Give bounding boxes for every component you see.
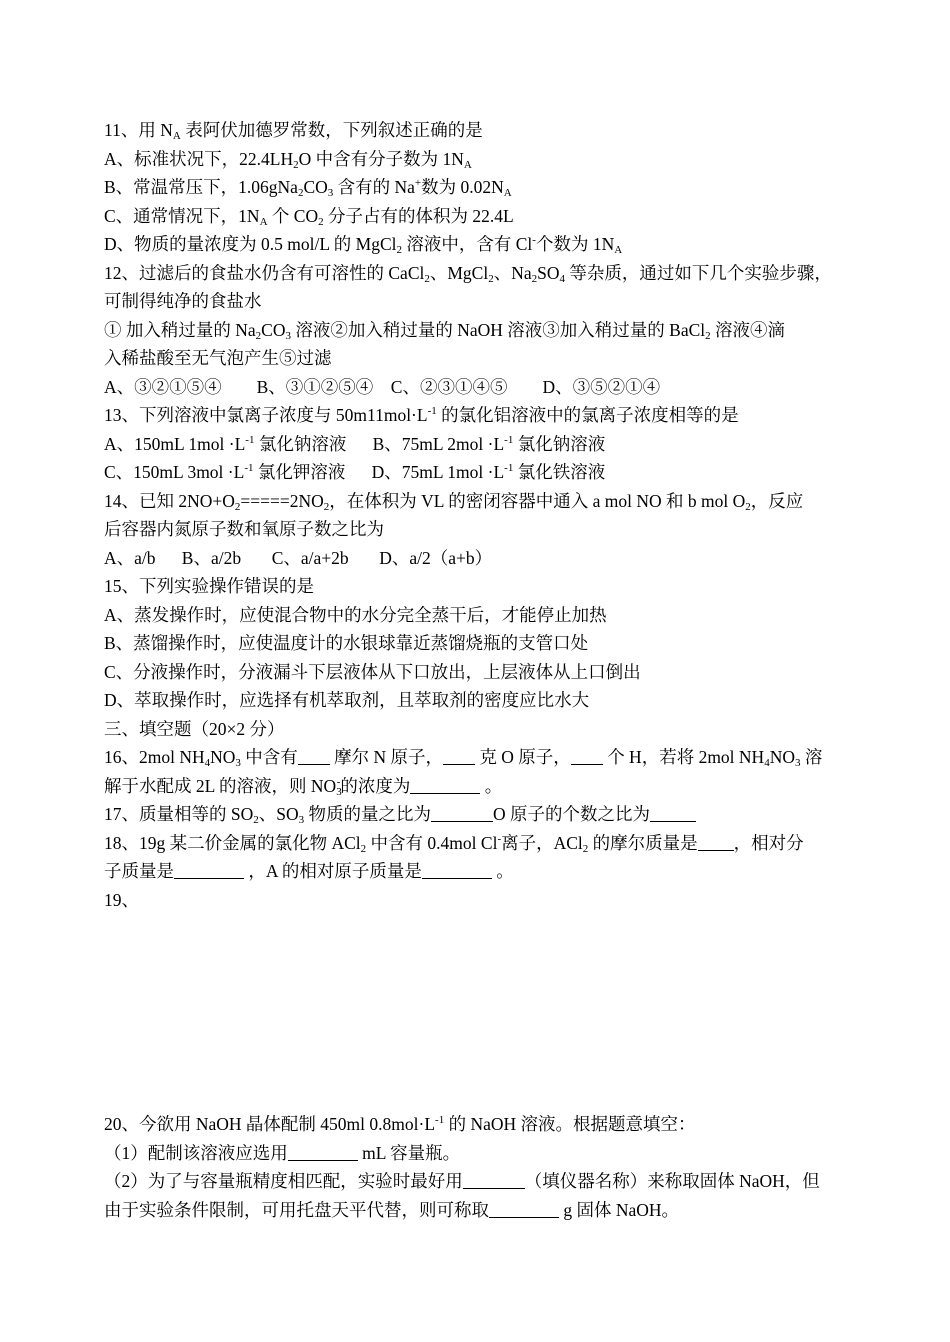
answer-blank[interactable] [410,775,480,794]
question-16-line1: 16、2mol $NH_4NO_3$ 中含有 摩尔 N 原子， 克 O 原子， 个 H，若将 2mol $NH_4NO_3$ 溶 [104,747,823,769]
question-18-line2: 子质量是 ，A 的相对原子质量是 。 [104,861,514,881]
question-12-steps-line2: 入稀盐酸至无气泡产生⑤过滤 [104,348,332,368]
answer-blank[interactable] [288,1142,358,1161]
question-12-stem-line2: 可制得纯净的食盐水 [104,291,262,311]
question-13-options-cd: C、150mL $3mol \cdot L^{-1}$ 氯化钾溶液 D、75mL $1mol \cdot L^{-1}$ 氯化铁溶液 [104,462,606,482]
question-12-steps-line1: ① 加入稍过量的 $Na_2CO_3$ 溶液②加入稍过量的 NaOH 溶液③加入稍过量的 BaCl$_2$ 溶液④滴 [104,320,785,342]
answer-blank[interactable] [431,803,493,822]
answer-blank[interactable] [650,803,696,822]
question-20-part-1: （1）配制该溶液应选用 mL 容量瓶。 [104,1143,461,1163]
question-15-option-d: D、萃取操作时，应选择有机萃取剂，且萃取剂的密度应比水大 [104,690,590,710]
answer-blank[interactable] [698,832,734,851]
section-heading-fill-in: 三、填空题（20×2 分） [104,719,285,739]
answer-blank[interactable] [443,746,475,765]
question-20-part-2-line1: （2）为了与容量瓶精度相匹配，实验时最好用 （填仪器名称）来称取固体 NaOH，但 [104,1171,820,1191]
answer-blank[interactable] [174,860,244,879]
question-14-stem-line1: 14、已知 $2NO+O_2=====2NO_2$，在体积为 VL 的密闭容器中通入 a mol NO 和 b mol $O_2$，反应 [104,491,804,513]
question-11-option-b: B、常温常压下，$1.06gNa_2CO_3$ 含有的 Na+数为 $0.02N_A$ [104,177,512,199]
answer-blank[interactable] [489,1199,559,1218]
question-17: 17、质量相等的 $SO_2$、$SO_3$ 物质的量之比为 O 原子的个数之比为 [104,800,696,828]
question-16-line2: 解于水配成 2L 的溶液，则 $NO_3^-$的浓度为 。 [104,776,503,798]
question-18-line1: 18、19g 某二价金属的氯化物 ACl$_2$ 中含有 0.4mol Cl-离子，ACl$_2$ 的摩尔质量是 ，相对分 [104,833,804,855]
question-12-options: A、③②①⑤④ B、③①②⑤④ C、②③①④⑤ D、③⑤②①④ [104,377,661,397]
question-15-option-a: A、蒸发操作时，应使混合物中的水分完全蒸干后，才能停止加热 [104,605,607,625]
question-13-options-ab: A、150mL $1mol \cdot L^{-1}$ 氯化钠溶液 B、75mL $2mol \cdot L^{-1}$ 氯化钠溶液 [104,434,606,454]
question-14-options: A、a/b B、a/2b C、a/a+2b D、a/2（a+b） [104,548,493,568]
question-14-stem-line2: 后容器内氮原子数和氧原子数之比为 [104,519,384,539]
question-15-option-b: B、蒸馏操作时，应使温度计的水银球靠近蒸馏烧瓶的支管口处 [104,633,589,653]
answer-blank[interactable] [463,1170,525,1189]
question-12-stem-line1: 12、过滤后的食盐水仍含有可溶性的 CaCl$_2$、MgCl$_2$、$Na_2SO_4$ 等杂质，通过如下几个实验步骤， [104,263,832,285]
question-15-option-c: C、分液操作时，分液漏斗下层液体从下口放出，上层液体从上口倒出 [104,662,641,682]
question-13-stem: 13、下列溶液中氯离子浓度与 $50m11mol\cdot L^{-1}$ 的氯化铝溶液中的氯离子浓度相等的是 [104,405,739,425]
question-20-stem: 20、今欲用 NaOH 晶体配制 450ml $0.8mol\cdot L^{-1}$ 的 NaOH 溶液。根据题意填空： [104,1114,696,1134]
question-20-part-2-line2: 由于实验条件限制，可用托盘天平代替，则可称取 g 固体 NaOH。 [104,1200,680,1220]
answer-blank[interactable] [571,746,603,765]
question-11-option-c: C、通常情况下，$1N_A$ 个 $CO_2$ 分子占有的体积为 22.4L [104,206,514,228]
answer-blank[interactable] [422,860,492,879]
question-19: 19、 [104,890,139,910]
question-11-stem: 11、用 $N_A$ 表阿伏加德罗常数，下列叙述正确的是 [104,120,483,142]
answer-blank[interactable] [298,746,330,765]
question-11-option-d: D、物质的量浓度为 0.5 mol/L 的 MgCl$_2$ 溶液中，含有 Cl-个数为 $1N_A$ [104,234,623,256]
question-15-stem: 15、下列实验操作错误的是 [104,576,314,596]
question-11-option-a: A、标准状况下，$22.4LH_2O$ 中含有分子数为 $1N_A$ [104,149,472,171]
